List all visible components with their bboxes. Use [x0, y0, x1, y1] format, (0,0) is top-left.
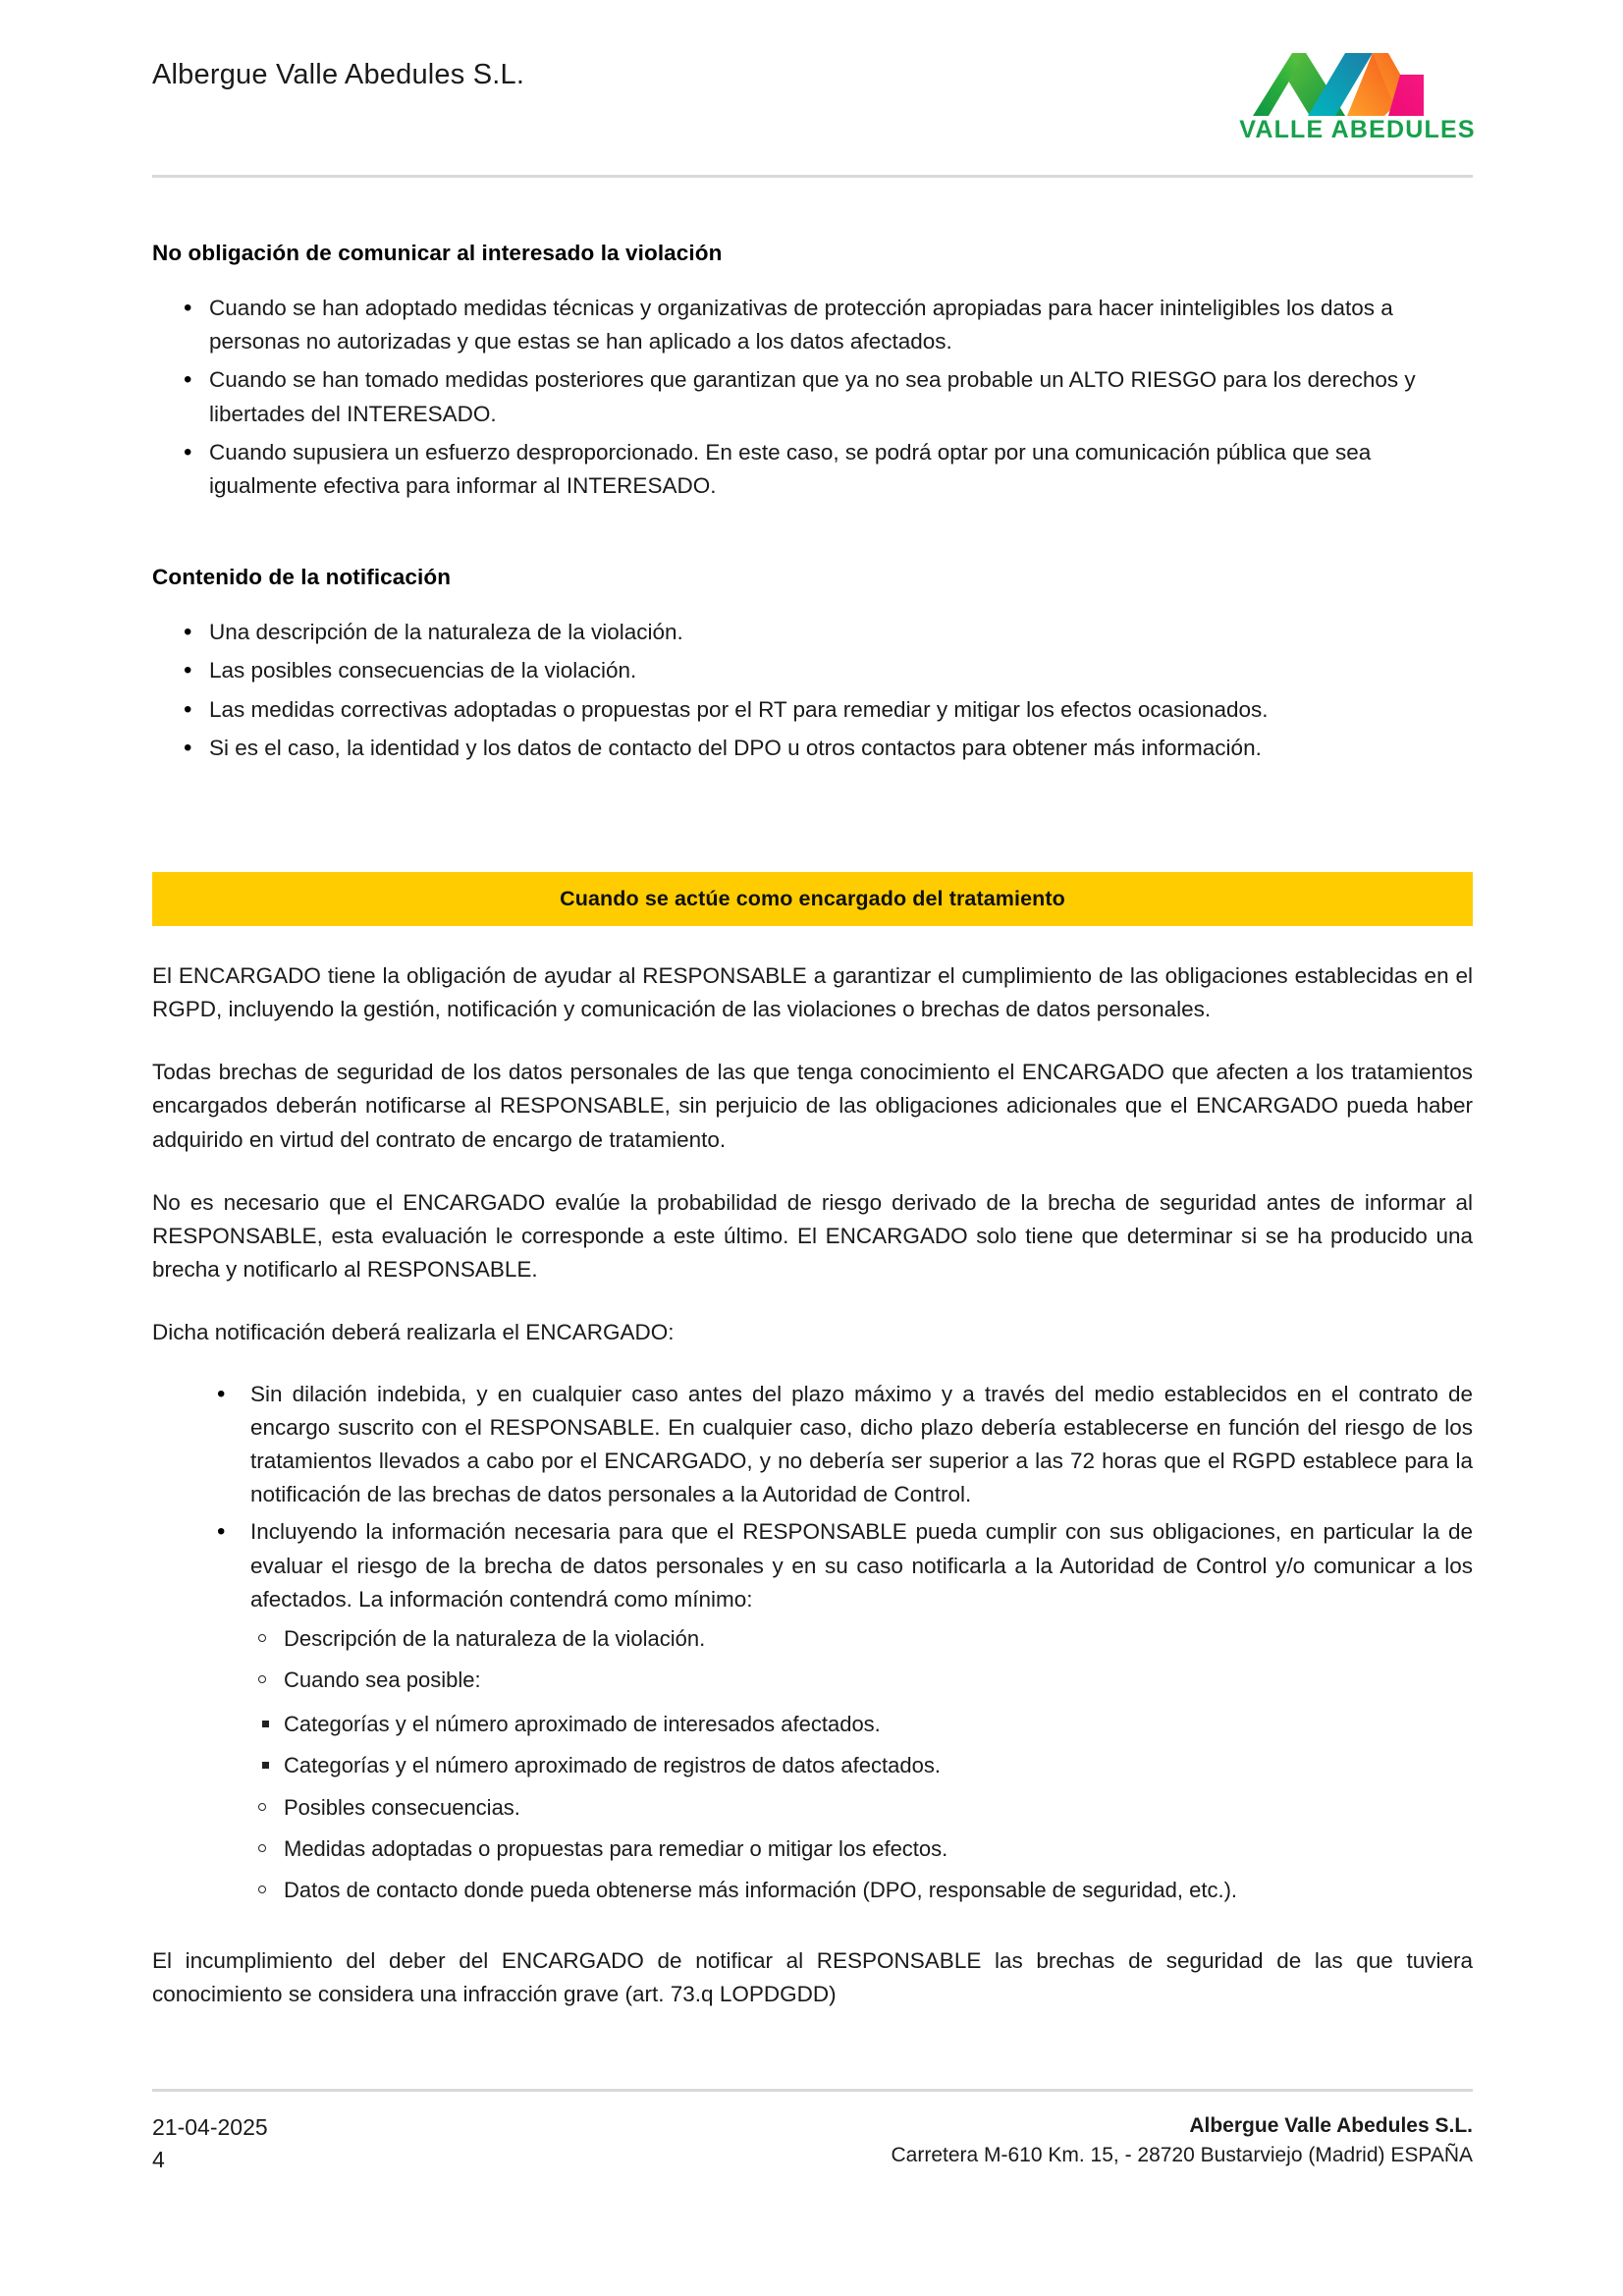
list-item: • Cuando se han tomado medidas posteriores que garantizan que ya no sea probable un ALTO RIESGO para los derechos y libertades del INTERESADO.: [152, 363, 1473, 430]
paragraph-dicha-notificacion: Dicha notificación deberá realizarla el ENCARGADO:: [152, 1320, 675, 1345]
footer-address: Carretera M-610 Km. 15, - 28720 Bustarviejo (Madrid) ESPAÑA: [891, 2143, 1473, 2166]
banner-label: Cuando se actúe como encargado del tratamiento: [560, 886, 1065, 910]
page-header: [152, 39, 1476, 167]
list-item: Categorías y el número aproximado de interesados afectados.: [254, 1708, 1473, 1740]
company-logo: [1239, 39, 1476, 155]
sub-bullet-list-a: [152, 1622, 1473, 1696]
bullet-list-contenido: [152, 616, 1473, 765]
footer-divider: [152, 2089, 1473, 2092]
list-item: • Las posibles consecuencias de la violación.: [152, 654, 1473, 687]
header-divider: [152, 175, 1473, 178]
paragraph-encargado-obligacion: El ENCARGADO tiene la obligación de ayudar al RESPONSABLE a garantizar el cumplimiento de las obligaciones establecidas en el RGPD, incluyendo la gestión, notificación y comunicación de las violaciones o brechas de datos personales.: [152, 962, 1473, 1022]
bullet-list-notificacion: [152, 1378, 1473, 1616]
spacer: [152, 770, 1473, 872]
list-item: • Las medidas correctivas adoptadas o propuestas por el RT para remediar y mitigar los efectos ocasionados.: [152, 693, 1473, 727]
list-item: • Si es el caso, la identidad y los datos de contacto del DPO u otros contactos para obtener más información.: [152, 732, 1473, 765]
section-heading-contenido: Contenido de la notificación: [152, 565, 452, 590]
list-item: Datos de contacto donde pueda obtenerse más información (DPO, responsable de seguridad, etc.).: [250, 1874, 1473, 1906]
paragraph-brechas-seguridad: Todas brechas de seguridad de los datos personales de las que tenga conocimiento el ENCARGADO que afecten a los tratamientos encargados deberán notificarse al RESPONSABLE, sin perjuicio de las obligaciones adicionales que el ENCARGADO pueda haber adquirido en virtud del contrato de encargo de tratamiento.: [152, 1060, 1473, 1152]
list-item: Descripción de la naturaleza de la violación.: [250, 1622, 1473, 1655]
spacer: [152, 1915, 1473, 1944]
list-item: • Una descripción de la naturaleza de la violación.: [152, 616, 1473, 649]
footer-company-name: Albergue Valle Abedules S.L.: [1189, 2114, 1473, 2137]
list-item: Cuando sea posible:: [250, 1664, 1473, 1696]
paragraph-no-necesario-evaluar: No es necesario que el ENCARGADO evalúe la probabilidad de riesgo derivado de la brecha de seguridad antes de informar al RESPONSABLE, esta evaluación le corresponde a este último. El ENCARGADO solo tiene que determinar si se ha producido una brecha y notificarlo al RESPONSABLE.: [152, 1189, 1473, 1283]
list-item: Posibles consecuencias.: [250, 1791, 1473, 1824]
footer-page-number: 4: [152, 2146, 165, 2172]
logo-wordmark: VALLE ABEDULES: [1239, 116, 1476, 143]
list-item: [189, 1515, 1473, 1616]
sub-bullet-list-b: [152, 1791, 1473, 1906]
list-item: • Cuando supusiera un esfuerzo desproporcionado. En este caso, se podrá optar por una comunicación pública que sea igualmente efectiva para informar al INTERESADO.: [152, 436, 1473, 503]
sub-sub-bullet-list: [152, 1708, 1473, 1781]
footer-right-block: [891, 2111, 1473, 2170]
spacer: [152, 926, 1473, 959]
valle-abedules-logo-icon: [1251, 39, 1465, 120]
paragraph-incumplimiento: El incumplimiento del deber del ENCARGADO de notificar al RESPONSABLE las brechas de seguridad de las que tuviera conocimiento se considera una infracción grave (art. 73.q LOPDGDD): [152, 1947, 1473, 2007]
section-banner-encargado: [152, 872, 1473, 926]
header-company-title: Albergue Valle Abedules S.L.: [152, 59, 525, 90]
list-item: • Sin dilación indebida, y en cualquier caso antes del plazo máximo y a través del medio establecidos en el contrato de encargo suscrito con el RESPONSABLE. En cualquier caso, dicho plazo debería establecerse en función del riesgo de los tratamientos llevados a cabo por el ENCARGADO, y no debería ser superior a las 72 horas que el RGPD establece para la notificación de las brechas de datos personales a la Autoridad de Control.: [189, 1378, 1473, 1512]
page-footer: [152, 2111, 1473, 2175]
list-item-text: Incluyendo la información necesaria para que el RESPONSABLE pueda cumplir con sus obligaciones, en particular la de evaluar el riesgo de la brecha de datos personales y en su caso notificarla a la Autoridad de Control y/o comunicar a los afectados. La información contendrá como mínimo:: [250, 1519, 1473, 1612]
document-body: [152, 241, 1473, 2041]
footer-date: 21-04-2025: [152, 2114, 268, 2140]
footer-left-block: [152, 2111, 268, 2175]
spacer: [152, 508, 1473, 565]
section-heading-no-obligacion: No obligación de comunicar al interesado la violación: [152, 241, 723, 265]
list-item: • Cuando se han adoptado medidas técnicas y organizativas de protección apropiadas para hacer ininteligibles los datos a personas no autorizadas y que estas se han aplicado a los datos afectados.: [152, 292, 1473, 358]
list-item: Categorías y el número aproximado de registros de datos afectados.: [254, 1749, 1473, 1781]
bullet-list-no-obligacion: [152, 292, 1473, 503]
list-item: Medidas adoptadas o propuestas para remediar o mitigar los efectos.: [250, 1832, 1473, 1865]
